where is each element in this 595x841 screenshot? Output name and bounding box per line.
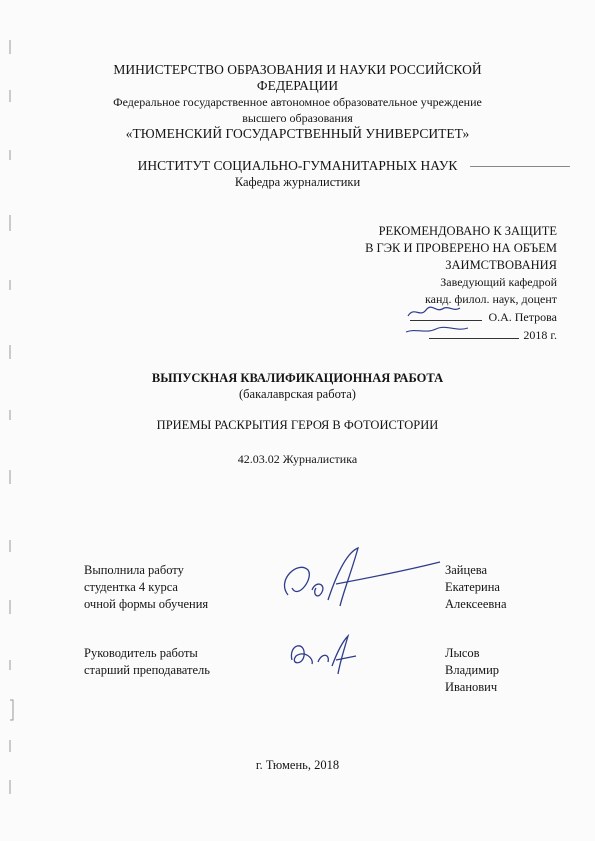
city-year: г. Тюмень, 2018	[255, 758, 340, 772]
approval-line-2: В ГЭК И ПРОВЕРЕНО НА ОБЪЕМ	[365, 241, 557, 255]
department-name: Кафедра журналистики	[234, 175, 361, 189]
institution-line-2: высшего образования	[242, 111, 353, 125]
author-name-block	[445, 562, 507, 613]
supervisor-signature	[282, 630, 362, 680]
supervisor-patronymic: Иванович	[445, 680, 498, 694]
approval-role: Заведующий кафедрой	[440, 275, 557, 289]
thesis-topic: ПРИЕМЫ РАСКРЫТИЯ ГЕРОЯ В ФОТОИСТОРИИ	[156, 418, 439, 432]
supervisor-role-line-2: старший преподаватель	[84, 663, 210, 677]
work-subtype: (бакалаврская работа)	[239, 387, 356, 401]
author-role-line-3: очной формы обучения	[84, 597, 209, 611]
work-type: ВЫПУСКНАЯ КВАЛИФИКАЦИОННАЯ РАБОТА	[151, 371, 444, 385]
institute-name: ИНСТИТУТ СОЦИАЛЬНО-ГУМАНИТАРНЫХ НАУК	[137, 158, 458, 173]
work-title-block	[0, 370, 595, 402]
approval-signature	[400, 298, 480, 342]
institution-line-1: Федеральное государственное автономное образовательное учреждение	[113, 95, 482, 109]
author-role-line-2: студентка 4 курса	[84, 580, 178, 594]
approval-name: О.А. Петрова	[488, 310, 557, 324]
author-surname: Зайцева	[445, 563, 488, 577]
supervisor-surname: Лысов	[445, 646, 480, 660]
specialty-code: 42.03.02 Журналистика	[237, 452, 358, 466]
author-signature	[268, 540, 448, 620]
institute-block	[0, 158, 595, 190]
author-name: Екатерина	[445, 580, 500, 594]
ministry-header	[0, 62, 595, 142]
ministry-line-2: ФЕДЕРАЦИИ	[256, 78, 339, 93]
author-patronymic: Алексеевна	[445, 597, 507, 611]
supervisor-name: Владимир	[445, 663, 500, 677]
approval-line-1: РЕКОМЕНДОВАНО К ЗАЩИТЕ	[378, 224, 557, 238]
approval-degree: канд. филол. наук, доцент	[424, 292, 557, 306]
supervisor-name-block	[445, 645, 499, 696]
approval-year: 2018 г.	[523, 328, 557, 342]
approval-line-3: ЗАИМСТВОВАНИЯ	[445, 258, 557, 272]
author-role	[84, 562, 208, 613]
supervisor-role-line-1: Руководитель работы	[84, 646, 198, 660]
author-role-line-1: Выполнила работу	[84, 563, 184, 577]
ministry-line-1: МИНИСТЕРСТВО ОБРАЗОВАНИЯ И НАУКИ РОССИЙСКОЙ	[113, 62, 482, 77]
university-name: «ТЮМЕНСКИЙ ГОСУДАРСТВЕННЫЙ УНИВЕРСИТЕТ»	[125, 126, 470, 141]
institute-underline	[470, 166, 570, 167]
supervisor-role	[84, 645, 210, 679]
